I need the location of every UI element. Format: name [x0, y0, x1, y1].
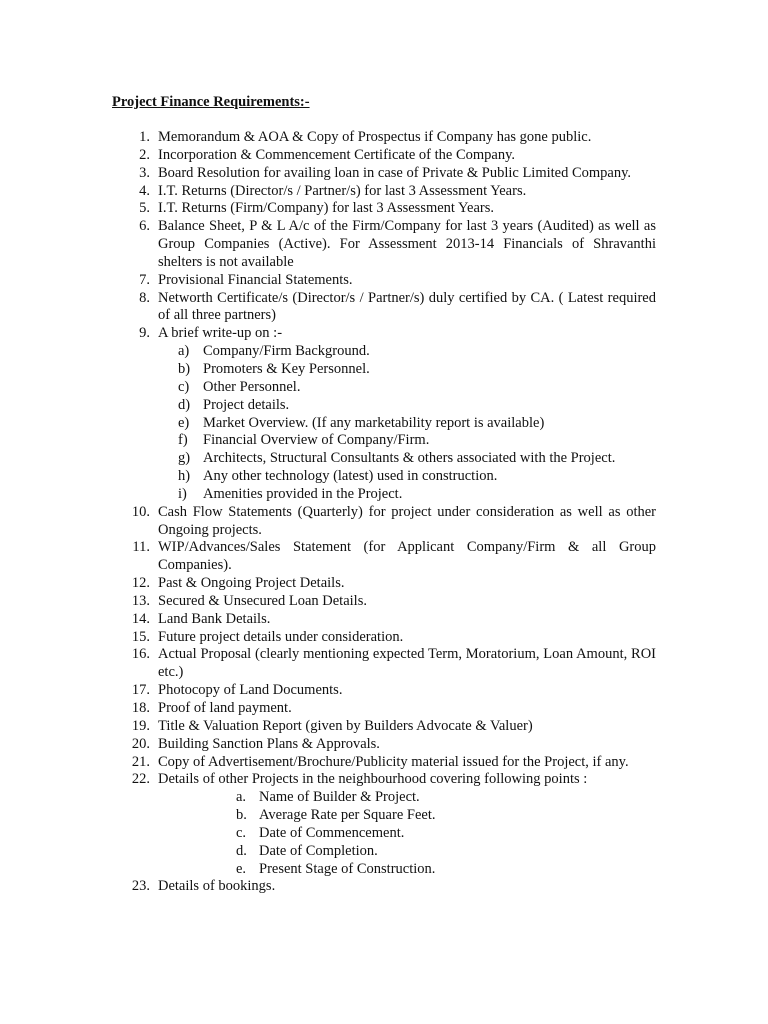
item-number: 19.: [131, 717, 150, 734]
list-item: [0, 646, 768, 682]
sub-list-item: [0, 807, 768, 825]
item-text: WIP/Advances/Sales Statement (for Applicant Company/Firm & all Group Companies).: [158, 539, 656, 574]
sub-list-item: [0, 415, 768, 433]
list-item: [0, 771, 768, 789]
list-item: [0, 183, 768, 201]
item-number: 22.: [131, 771, 150, 788]
item-text: Copy of Advertisement/Brochure/Publicity material issued for the Project, if any.: [158, 753, 629, 770]
sub-item-text: Promoters & Key Personnel.: [203, 360, 370, 377]
item-number: 8.: [139, 289, 150, 306]
sub-item-text: Any other technology (latest) used in construction.: [203, 468, 498, 485]
list-item: [0, 272, 768, 290]
sub-list-item: [0, 450, 768, 468]
list-item: [0, 218, 768, 272]
item-number: 5.: [139, 200, 150, 217]
sub-item-marker: d.: [236, 842, 247, 859]
list-item: [0, 700, 768, 718]
item-number: 17.: [131, 682, 150, 699]
sub-list-item: [0, 343, 768, 361]
sub-item-text: Amenities provided in the Project.: [203, 485, 403, 502]
list-item: [0, 575, 768, 593]
list-item: [0, 754, 768, 772]
requirements-list: [0, 129, 768, 896]
item-number: 15.: [131, 628, 150, 645]
sub-item-marker: e): [178, 414, 190, 431]
list-item: [0, 504, 768, 540]
item-number: 4.: [139, 182, 150, 199]
list-item: [0, 147, 768, 165]
item-text: Building Sanction Plans & Approvals.: [158, 735, 380, 752]
item-number: 3.: [139, 164, 150, 181]
sub-item-text: Project details.: [203, 396, 290, 413]
item-text: Networth Certificate/s (Director/s / Partner/s) duly certified by CA. ( Latest required of all three partners): [158, 289, 656, 324]
item-text: Photocopy of Land Documents.: [158, 682, 343, 699]
item-text: Secured & Unsecured Loan Details.: [158, 592, 367, 609]
sub-item-marker: c.: [236, 824, 247, 841]
sub-item-marker: e.: [236, 860, 247, 877]
item-number: 14.: [131, 610, 150, 627]
item-text: Cash Flow Statements (Quarterly) for project under consideration as well as other Ongoing projects.: [158, 503, 656, 538]
sub-item-text: Market Overview. (If any marketability report is available): [203, 414, 545, 431]
sub-list-item: [0, 843, 768, 861]
sub-item-marker: h): [178, 468, 191, 485]
list-item: [0, 200, 768, 218]
item-text: Details of bookings.: [158, 878, 276, 895]
list-item: [0, 736, 768, 754]
item-number: 6.: [139, 218, 150, 235]
sub-list-item: [0, 825, 768, 843]
sub-item-text: Date of Commencement.: [259, 824, 405, 841]
sub-item-text: Other Personnel.: [203, 378, 301, 395]
list-item: [0, 682, 768, 700]
sub-item-text: Architects, Structural Consultants & others associated with the Project.: [203, 450, 616, 467]
list-item: [0, 290, 768, 326]
sub-item-text: Financial Overview of Company/Firm.: [203, 432, 430, 449]
item-number: 13.: [131, 592, 150, 609]
item-text: Balance Sheet, P & L A/c of the Firm/Company for last 3 years (Audited) as well as Group Companies (Active). For Assessment 2013-14 Financials of Shravanthi shelters is not available: [158, 218, 656, 270]
sub-list-item: [0, 789, 768, 807]
list-item: [0, 878, 768, 896]
sub-item-marker: b): [178, 360, 191, 377]
item-text: Actual Proposal (clearly mentioning expected Term, Moratorium, Loan Amount, ROI etc.): [158, 646, 656, 681]
item-text: I.T. Returns (Firm/Company) for last 3 Assessment Years.: [158, 200, 495, 217]
item-number: 18.: [131, 700, 150, 716]
sub-item-marker: a.: [236, 789, 247, 806]
item-number: 11.: [132, 539, 150, 556]
sub-item-text: Present Stage of Construction.: [259, 860, 436, 877]
item-number: 1.: [139, 129, 150, 145]
sub-item-text: Name of Builder & Project.: [259, 789, 420, 806]
item-text: A brief write-up on :-: [158, 325, 283, 342]
list-item: [0, 629, 768, 647]
sub-item-text: Company/Firm Background.: [203, 343, 370, 360]
sub-item-text: Average Rate per Square Feet.: [259, 807, 436, 824]
sub-item-marker: i): [178, 485, 187, 502]
page-title: Project Finance Requirements:-: [112, 94, 310, 110]
sub-list-item: [0, 432, 768, 450]
sub-item-marker: b.: [236, 807, 247, 824]
item-number: 12.: [131, 575, 150, 592]
item-text: Provisional Financial Statements.: [158, 271, 353, 288]
item-text: Title & Valuation Report (given by Builders Advocate & Valuer): [158, 717, 533, 734]
item-text: Memorandum & AOA & Copy of Prospectus if Company has gone public.: [158, 129, 592, 145]
list-item: [0, 129, 768, 147]
item-number: 10.: [131, 503, 150, 520]
sub-list-item: [0, 468, 768, 486]
item-number: 16.: [131, 646, 150, 663]
sub-item-marker: c): [178, 378, 190, 395]
item-text: Future project details under consideration.: [158, 628, 404, 645]
item-text: Proof of land payment.: [158, 700, 292, 716]
item-number: 20.: [131, 735, 150, 752]
item-text: Past & Ongoing Project Details.: [158, 575, 345, 592]
sub-item-text: Date of Completion.: [259, 842, 378, 859]
sub-item-marker: a): [178, 343, 190, 360]
list-item: [0, 165, 768, 183]
list-item: [0, 539, 768, 575]
sub-item-marker: g): [178, 450, 191, 467]
sub-list-item: [0, 361, 768, 379]
sub-list-item: [0, 397, 768, 415]
list-item: [0, 611, 768, 629]
item-text: Board Resolution for availing loan in case of Private & Public Limited Company.: [158, 164, 632, 181]
item-text: Land Bank Details.: [158, 610, 271, 627]
item-text: Details of other Projects in the neighbourhood covering following points :: [158, 771, 588, 788]
item-number: 7.: [139, 271, 150, 288]
item-number: 2.: [139, 146, 150, 163]
list-item: [0, 593, 768, 611]
item-text: I.T. Returns (Director/s / Partner/s) for last 3 Assessment Years.: [158, 182, 527, 199]
list-item: [0, 718, 768, 736]
item-text: Incorporation & Commencement Certificate of the Company.: [158, 146, 516, 163]
sub-list-item: [0, 861, 768, 879]
item-number: 9.: [139, 325, 150, 342]
sub-item-marker: f): [178, 432, 188, 449]
sub-list-item: [0, 486, 768, 504]
item-number: 21.: [131, 753, 150, 770]
sub-list-item: [0, 379, 768, 397]
list-item: [0, 325, 768, 343]
sub-item-marker: d): [178, 396, 191, 413]
item-number: 23.: [131, 878, 150, 895]
